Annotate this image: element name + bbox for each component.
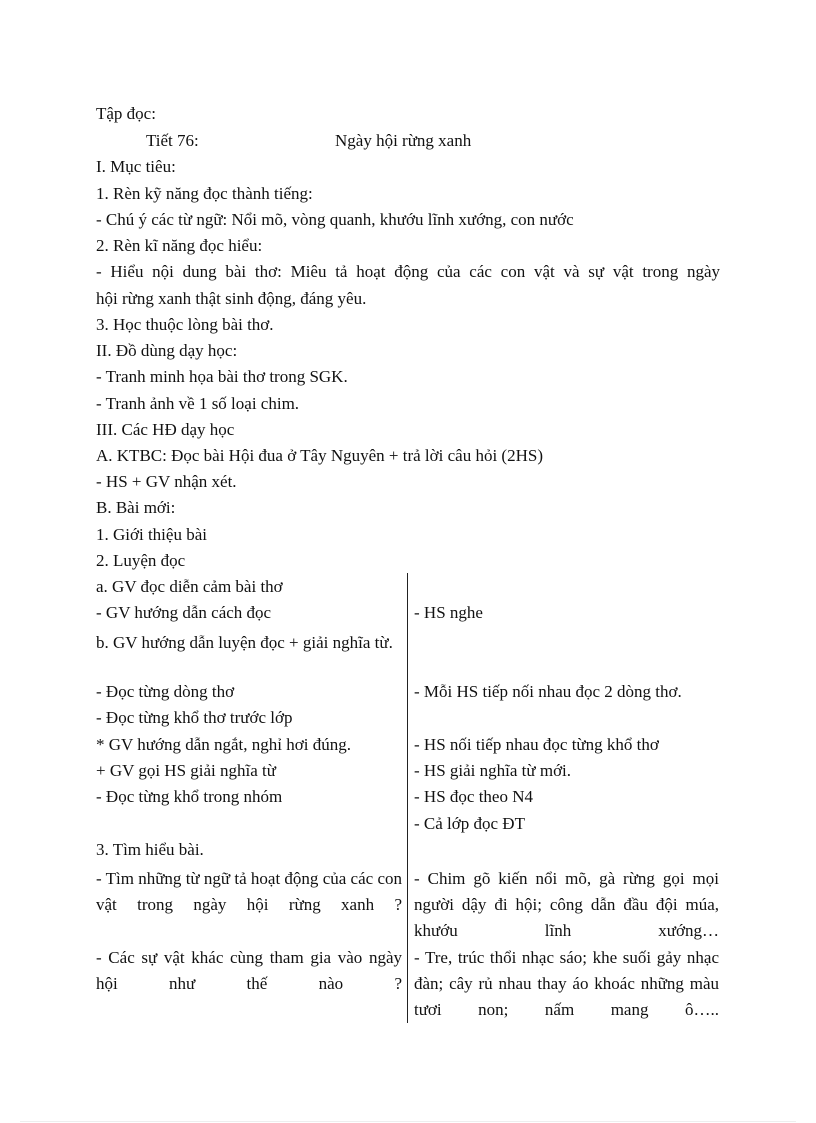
page-bottom-edge (20, 1121, 796, 1122)
lesson-number: Tiết 76: (146, 131, 199, 150)
materials-heading: II. Đồ dùng dạy học: (96, 341, 238, 360)
student-listen: - HS nghe (414, 603, 483, 622)
student-explain-words: - HS giải nghĩa từ mới. (414, 761, 572, 780)
read-each-stanza: - Đọc từng khổ thơ trước lớp (96, 708, 293, 727)
pause-guidance: * GV hướng dẫn ngắt, nghỉ hơi đúng. (96, 735, 351, 754)
ktbc-line: A. KTBC: Đọc bài Hội đua ở Tây Nguyên + trả lời câu hỏi (2HS) (96, 446, 543, 465)
ktbc-review: - HS + GV nhận xét. (96, 472, 237, 491)
objectives-heading: I. Mục tiêu: (96, 157, 176, 176)
material-1: - Tranh minh họa bài thơ trong SGK. (96, 367, 348, 386)
new-lesson-heading: B. Bài mới: (96, 498, 176, 517)
intro-heading: 1. Giới thiệu bài (96, 525, 207, 544)
student-read-stanza: - HS nối tiếp nhau đọc từng khổ thơ (414, 735, 659, 754)
whole-class-read: - Cả lớp đọc ĐT (414, 814, 525, 833)
group-reading: - Đọc từng khổ trong nhóm (96, 787, 283, 806)
answer-2: - Tre, trúc thổi nhạc sáo; khe suối gảy nhạc đàn; cây rủ nhau thay áo khoác những màu tươi non; nấm mang ô….. (414, 948, 719, 1019)
practice-heading: 2. Luyện đọc (96, 551, 186, 570)
question-1: - Tìm những từ ngữ tả hoạt động của các con vật trong ngày hội rừng xanh ? (96, 869, 402, 914)
teacher-guide-practice: b. GV hướng dẫn luyện đọc + giải nghĩa từ. (96, 633, 393, 652)
material-2: - Tranh ảnh về 1 số loại chim. (96, 394, 300, 413)
teacher-guide-reading: - GV hướng dẫn cách đọc (96, 603, 272, 622)
read-each-line: - Đọc từng dòng thơ (96, 682, 235, 701)
section-3-heading: 3. Tìm hiểu bài. (96, 840, 204, 859)
column-divider (407, 573, 408, 1023)
question-2: - Các sự vật khác cùng tham gia vào ngày hội như thế nào ? (96, 948, 402, 993)
teacher-read-aloud: a. GV đọc diễn cảm bài thơ (96, 577, 283, 596)
objective-1-detail: - Chú ý các từ ngữ: Nổi mõ, vòng quanh, khướu lĩnh xướng, con nước (96, 210, 574, 229)
activities-heading: III. Các HĐ dạy học (96, 420, 235, 439)
subject-label: Tập đọc: (96, 104, 156, 123)
answer-1: - Chim gõ kiến nổi mõ, gà rừng gọi mọi người dậy đi hội; công dẫn đầu đội múa, khướu lĩnh xướng… (414, 869, 719, 940)
objective-3: 3. Học thuộc lòng bài thơ. (96, 315, 274, 334)
lesson-title: Ngày hội rừng xanh (335, 131, 472, 150)
objective-2-detail-line-1: - Hiểu nội dung bài thơ: Miêu tả hoạt động của các con vật và sự vật trong ngày (96, 262, 720, 281)
explain-words: + GV gọi HS giải nghĩa từ (96, 761, 276, 780)
student-read-two-lines: - Mỗi HS tiếp nối nhau đọc 2 dòng thơ. (414, 682, 682, 701)
objective-2: 2. Rèn kĩ năng đọc hiểu: (96, 236, 263, 255)
student-group-n4: - HS đọc theo N4 (414, 787, 533, 806)
objective-2-detail-line-2: hội rừng xanh thật sinh động, đáng yêu. (96, 289, 367, 308)
objective-1: 1. Rèn kỹ năng đọc thành tiếng: (96, 184, 313, 203)
